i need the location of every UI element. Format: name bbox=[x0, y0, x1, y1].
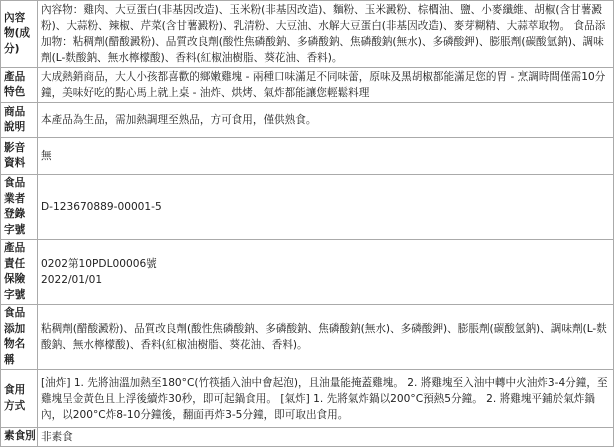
spec-row-features bbox=[1, 68, 614, 103]
spec-value: D-123670889-00001-5 bbox=[38, 175, 614, 240]
spec-row-description bbox=[1, 103, 614, 138]
spec-label: 商品說明 bbox=[1, 103, 38, 138]
spec-row-insurance bbox=[1, 240, 614, 305]
spec-label: 影音資料 bbox=[1, 138, 38, 175]
insurance-date: 2022/01/01 bbox=[41, 274, 103, 286]
spec-label: 食品業者登錄字號 bbox=[1, 175, 38, 240]
spec-label: 素食別 bbox=[1, 428, 38, 447]
spec-value: 非素食 bbox=[38, 428, 614, 447]
spec-label: 產品責任保險字號 bbox=[1, 240, 38, 305]
spec-row-additives bbox=[1, 305, 614, 370]
spec-row-usage bbox=[1, 370, 614, 428]
spec-row-ingredients bbox=[1, 1, 614, 68]
spec-label: 食品添加物名稱 bbox=[1, 305, 38, 370]
spec-value: 無 bbox=[38, 138, 614, 175]
spec-row-registration bbox=[1, 175, 614, 240]
insurance-number: 0202第10PDL00006號 bbox=[41, 258, 157, 270]
spec-value bbox=[38, 240, 614, 305]
spec-label: 食用方式 bbox=[1, 370, 38, 428]
spec-label: 產品特色 bbox=[1, 68, 38, 103]
spec-value: 粘稠劑(醋酸澱粉)、品質改良劑(酸性焦磷酸鈉、多磷酸鈉、焦磷酸鈉(無水)、多磷酸鉀)、膨脹劑(碳酸氫鈉)、調味劑(L-麩酸鈉、無水檸檬酸)、香料(紅椒油樹脂、葵花油、香料)。 bbox=[38, 305, 614, 370]
spec-label: 內容物(成分) bbox=[1, 1, 38, 68]
spec-value: 大成熱銷商品，大人小孩都喜歡的鄉嫩雞塊 - 兩種口味滿足不同味蕾，原味及黑胡椒都能滿足您的胃 - 烹調時間僅需10分鐘，美味好吃的點心馬上就上桌 - 油炸、烘烤、氣炸都能讓您輕鬆料理 bbox=[38, 68, 614, 103]
spec-row-vegetarian bbox=[1, 428, 614, 447]
spec-row-media bbox=[1, 138, 614, 175]
spec-value: 本產品為生品，需加熱調理至熟品，方可食用，僅供熟食。 bbox=[38, 103, 614, 138]
spec-value: 內容物：雞肉、大豆蛋白(非基因改造)、玉米粉(非基因改造)、麵粉、玉米澱粉、棕櫚油、鹽、小麥纖維、胡椒(含甘薯澱粉)、大蒜粉、辣椒、芹菜(含甘薯澱粉)、乳清粉、大豆油、水解大豆蛋白(非基因改造)、麥芽糊精、大蒜萃取物。 食品添加物：粘稠劑(醋酸澱粉)、品質改良劑(酸性焦磷酸鈉、多磷酸鈉、焦磷酸鈉(無水)、多磷酸鉀)、膨脹劑(碳酸氫鈉)、調味劑(L-麩酸鈉、無水檸檬酸)、香料(紅椒油樹脂、葵花油、香料)。 bbox=[38, 1, 614, 68]
spec-value: [油炸] 1. 先將油溫加熱至180°C(竹筷插入油中會起泡)，且油量能掩蓋雞塊。 2. 將雞塊至入油中轉中火油炸3-4分鐘，至雞塊呈金黃色且上浮後續炸30秒，即可起鍋食用。 [氣炸] 1. 先將氣炸鍋以200°C預熱5分鐘。 2. 將雞塊平鋪於氣炸鍋內，以200°C炸8-10分鐘後，翻面再炸3-5分鐘，即可取出食用。 bbox=[38, 370, 614, 428]
